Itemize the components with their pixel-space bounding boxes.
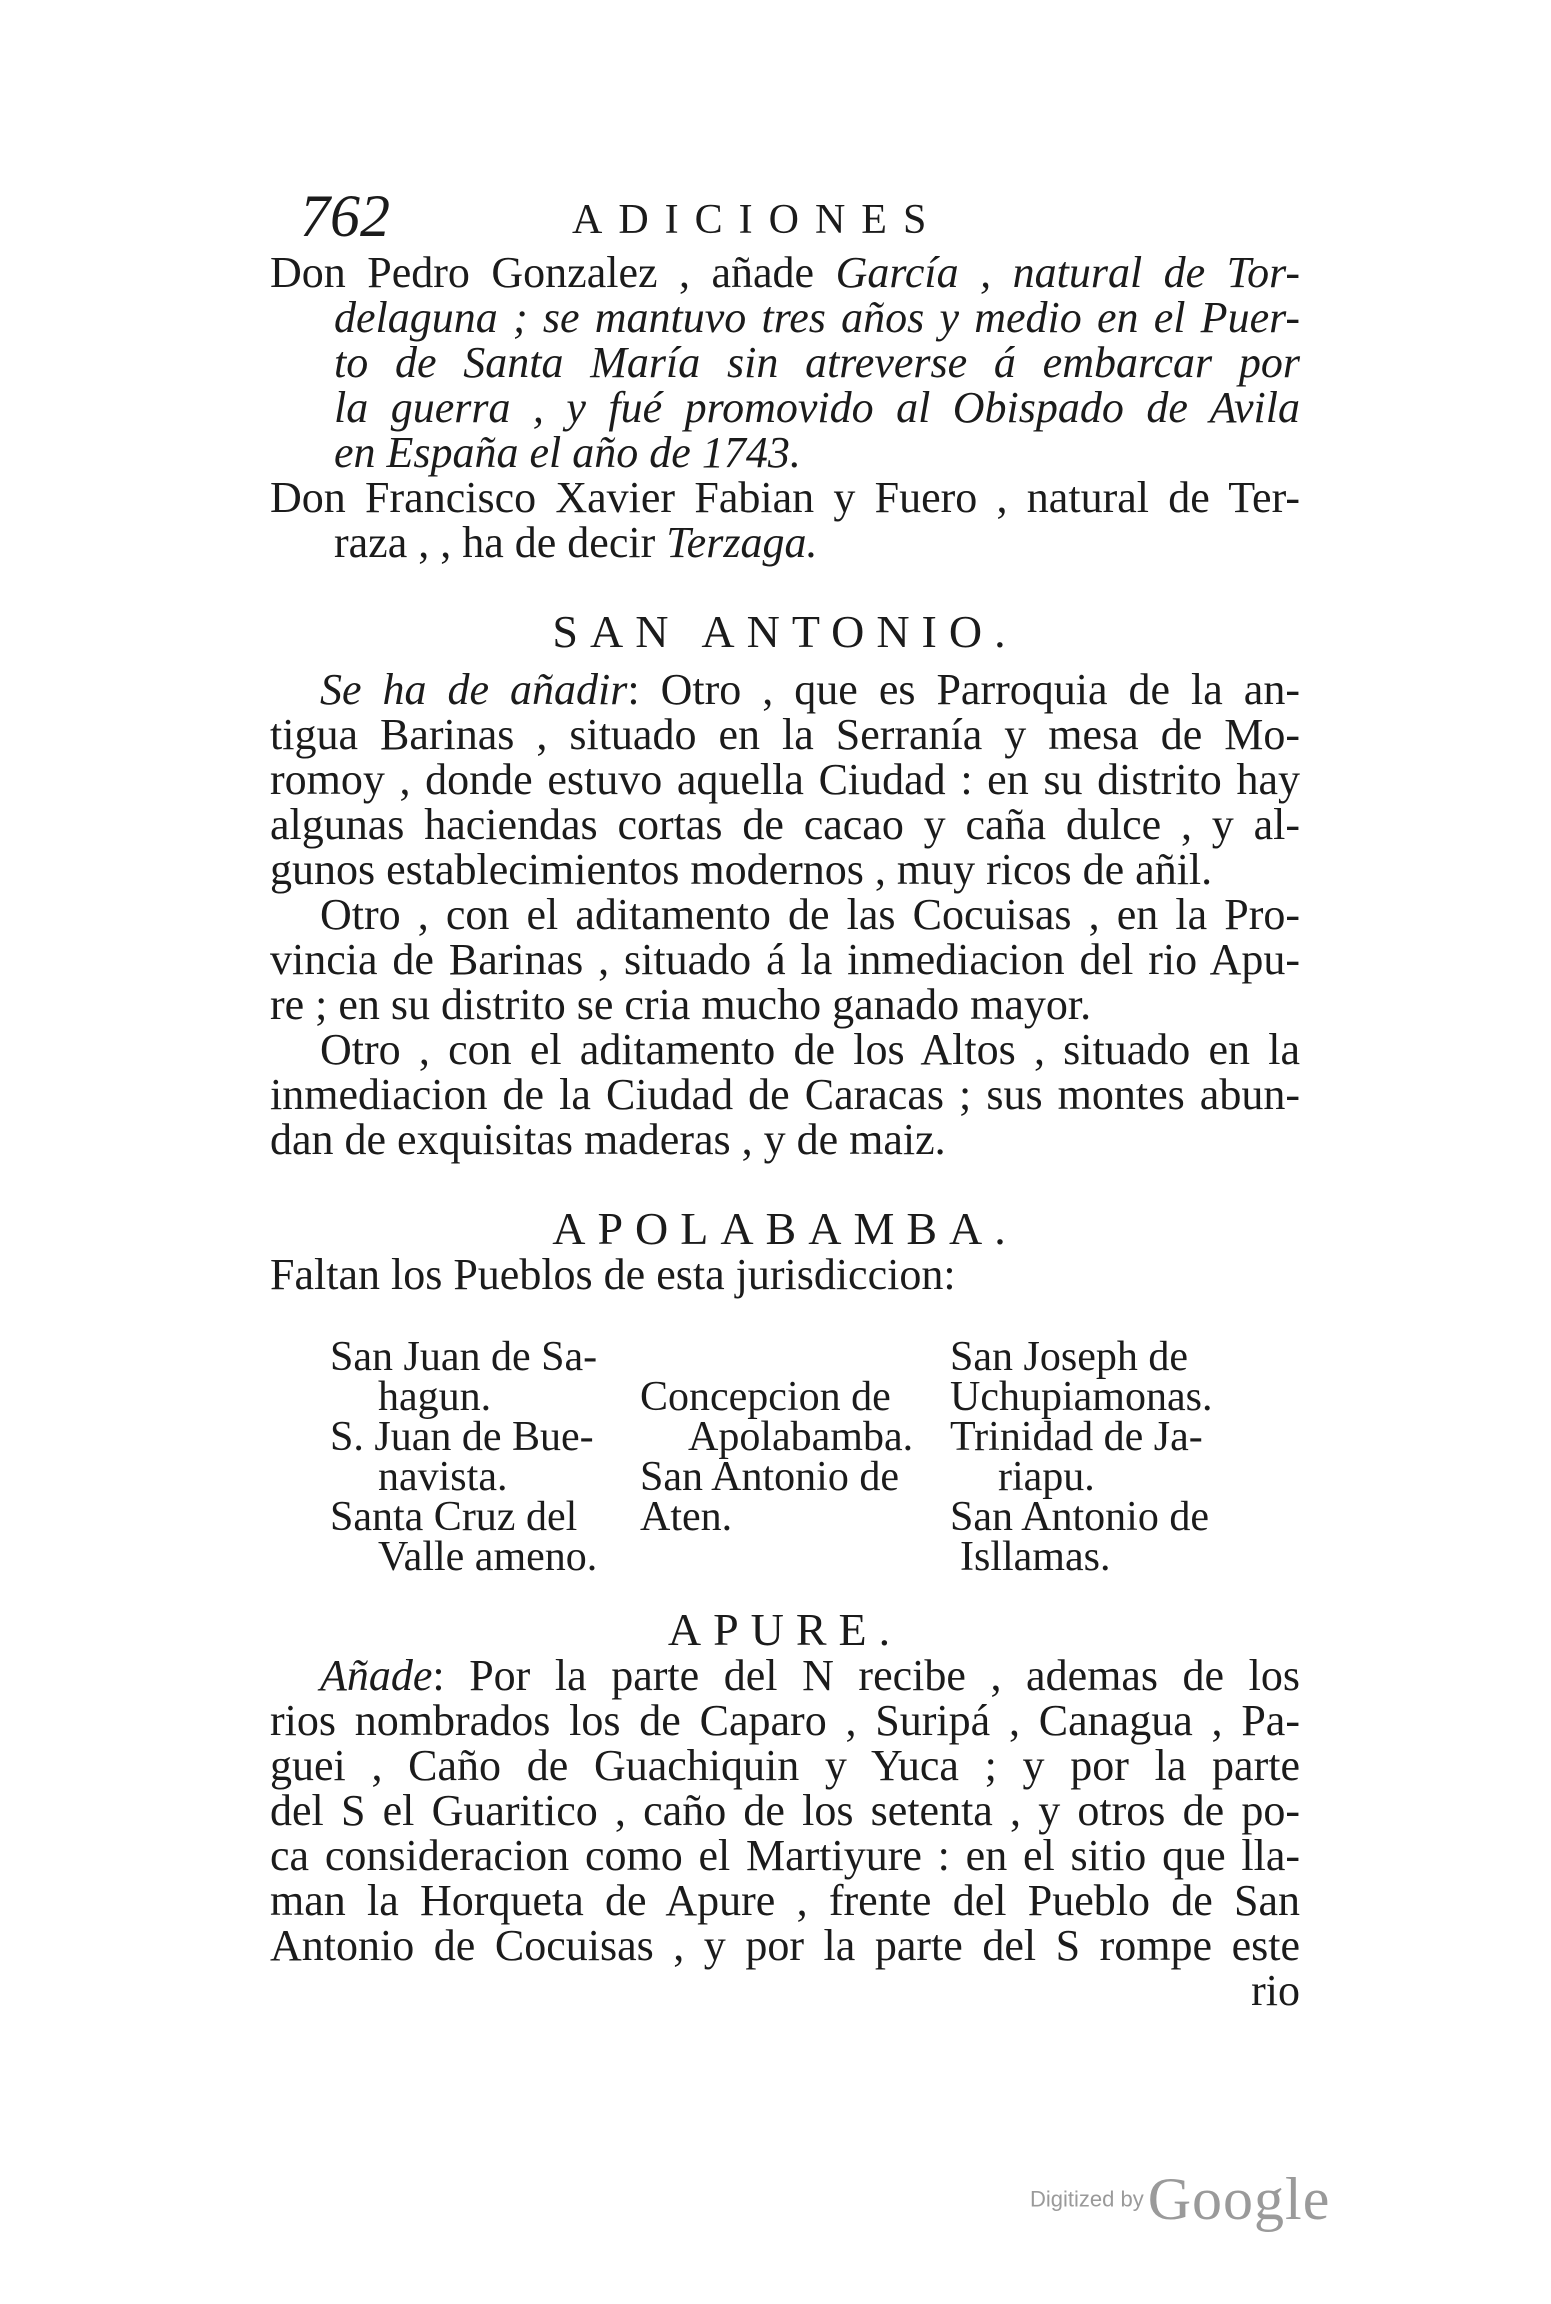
apure-lead: Añade <box>320 1651 433 1700</box>
section-apure <box>270 1653 1300 2013</box>
town-line: San Antonio de <box>640 1454 899 1500</box>
san-antonio-p3-line1: Otro , con el aditamento de los Altos , situado en la <box>320 1025 1300 1074</box>
apure-line2: rios nombrados los de Caparo , Suripá , Canagua , Pa- <box>270 1696 1300 1745</box>
san-antonio-lead: Se ha de añadir <box>320 665 628 714</box>
apure-line4: del S el Guaritico , caño de los setenta , y otros de po- <box>270 1786 1300 1835</box>
town-line: Aten. <box>640 1494 733 1540</box>
town-line: Uchupiamonas. <box>950 1374 1213 1420</box>
apure-line6: man la Horqueta de Apure , frente del Pueblo de San <box>270 1876 1300 1925</box>
page-number: 762 <box>300 183 390 249</box>
entry1-line1-roman: Don Pedro Gonzalez , añade <box>270 248 836 297</box>
town-line: S. Juan de Bue- <box>330 1414 594 1460</box>
town-column-1 <box>330 1334 598 1580</box>
san-antonio-p1-line5: gunos establecimientos modernos , muy ricos de añil. <box>270 845 1213 894</box>
town-line: San Juan de Sa- <box>330 1334 598 1380</box>
town-line: San Joseph de <box>950 1334 1188 1380</box>
san-antonio-p2-line2: vincia de Barinas , situado á la inmediacion del rio Apu- <box>270 935 1300 984</box>
town-line: hagun. <box>378 1374 492 1420</box>
apure-line3: guei , Caño de Guachiquin y Yuca ; y por la parte <box>270 1741 1300 1790</box>
entry2-line1: Don Francisco Xavier Fabian y Fuero , natural de Ter- <box>270 473 1300 522</box>
town-line: Apolabamba. <box>688 1414 914 1460</box>
san-antonio-p1-line2: tigua Barinas , situado en la Serranía y mesa de Mo- <box>270 710 1300 759</box>
town-line: Concepcion de <box>640 1374 891 1420</box>
town-line: San Antonio de <box>950 1494 1209 1540</box>
town-line: navista. <box>378 1454 508 1500</box>
entry2-line2-italic: Terzaga. <box>666 518 818 567</box>
san-antonio-p1-line1: : Otro , que es Parroquia de la an- <box>627 665 1300 714</box>
san-antonio-p2-line1: Otro , con el aditamento de las Cocuisas , en la Pro- <box>320 890 1300 939</box>
entry1-line5: en España el año de 1743. <box>334 428 801 477</box>
heading-apolabamba: APOLABAMBA. <box>552 1203 1018 1254</box>
san-antonio-p3-line2: inmediacion de la Ciudad de Caracas ; sus montes abun- <box>270 1070 1300 1119</box>
digitized-by-label: Digitized by <box>1030 2186 1144 2212</box>
google-logo: Google <box>1147 2166 1331 2232</box>
entry1-line3: to de Santa María sin atreverse á embarcar por <box>334 338 1300 387</box>
entry-pedro-gonzalez <box>270 250 1300 475</box>
san-antonio-p2-line3: re ; en su distrito se cria mucho ganado mayor. <box>270 980 1092 1029</box>
page-body <box>270 250 1300 2013</box>
town-line: Santa Cruz del <box>330 1494 578 1540</box>
digitized-by-google-watermark <box>1030 2165 1330 2234</box>
san-antonio-p1-line3: romoy , donde estuvo aquella Ciudad : en su distrito hay <box>270 755 1300 804</box>
entry2-line2-roman: raza , , ha de decir <box>334 518 667 567</box>
town-column-2 <box>640 1374 914 1540</box>
apolabamba-intro: Faltan los Pueblos de esta jurisdiccion: <box>270 1250 956 1299</box>
town-line: Valle ameno. <box>378 1534 598 1580</box>
town-line: Trinidad de Ja- <box>950 1414 1203 1460</box>
catchword: rio <box>1251 1966 1300 2015</box>
heading-apure: APURE. <box>667 1604 903 1655</box>
apure-line1: : Por la parte del N recibe , ademas de los <box>432 1651 1300 1700</box>
section-san-antonio <box>270 667 1300 1162</box>
town-list <box>270 1334 1300 1580</box>
town-column-3 <box>950 1334 1213 1580</box>
san-antonio-p1-line4: algunas haciendas cortas de cacao y caña dulce , y al- <box>270 800 1300 849</box>
entry1-line4: la guerra , y fué promovido al Obispado de Avila <box>334 383 1300 432</box>
apure-line7: Antonio de Cocuisas , y por la parte del S rompe este <box>270 1921 1300 1970</box>
town-line: Isllamas. <box>960 1534 1111 1580</box>
apure-line5: ca consideracion como el Martiyure : en el sitio que lla- <box>270 1831 1300 1880</box>
entry-francisco-xavier <box>270 475 1300 565</box>
heading-san-antonio: SAN ANTONIO. <box>552 606 1018 657</box>
san-antonio-p3-line3: dan de exquisitas maderas , y de maiz. <box>270 1115 946 1164</box>
entry1-line1-italic: García , natural de Tor- <box>835 248 1300 297</box>
town-line: riapu. <box>998 1454 1095 1500</box>
running-title: ADICIONES <box>572 197 943 243</box>
entry1-line2: delaguna ; se mantuvo tres años y medio en el Puer- <box>334 293 1300 342</box>
